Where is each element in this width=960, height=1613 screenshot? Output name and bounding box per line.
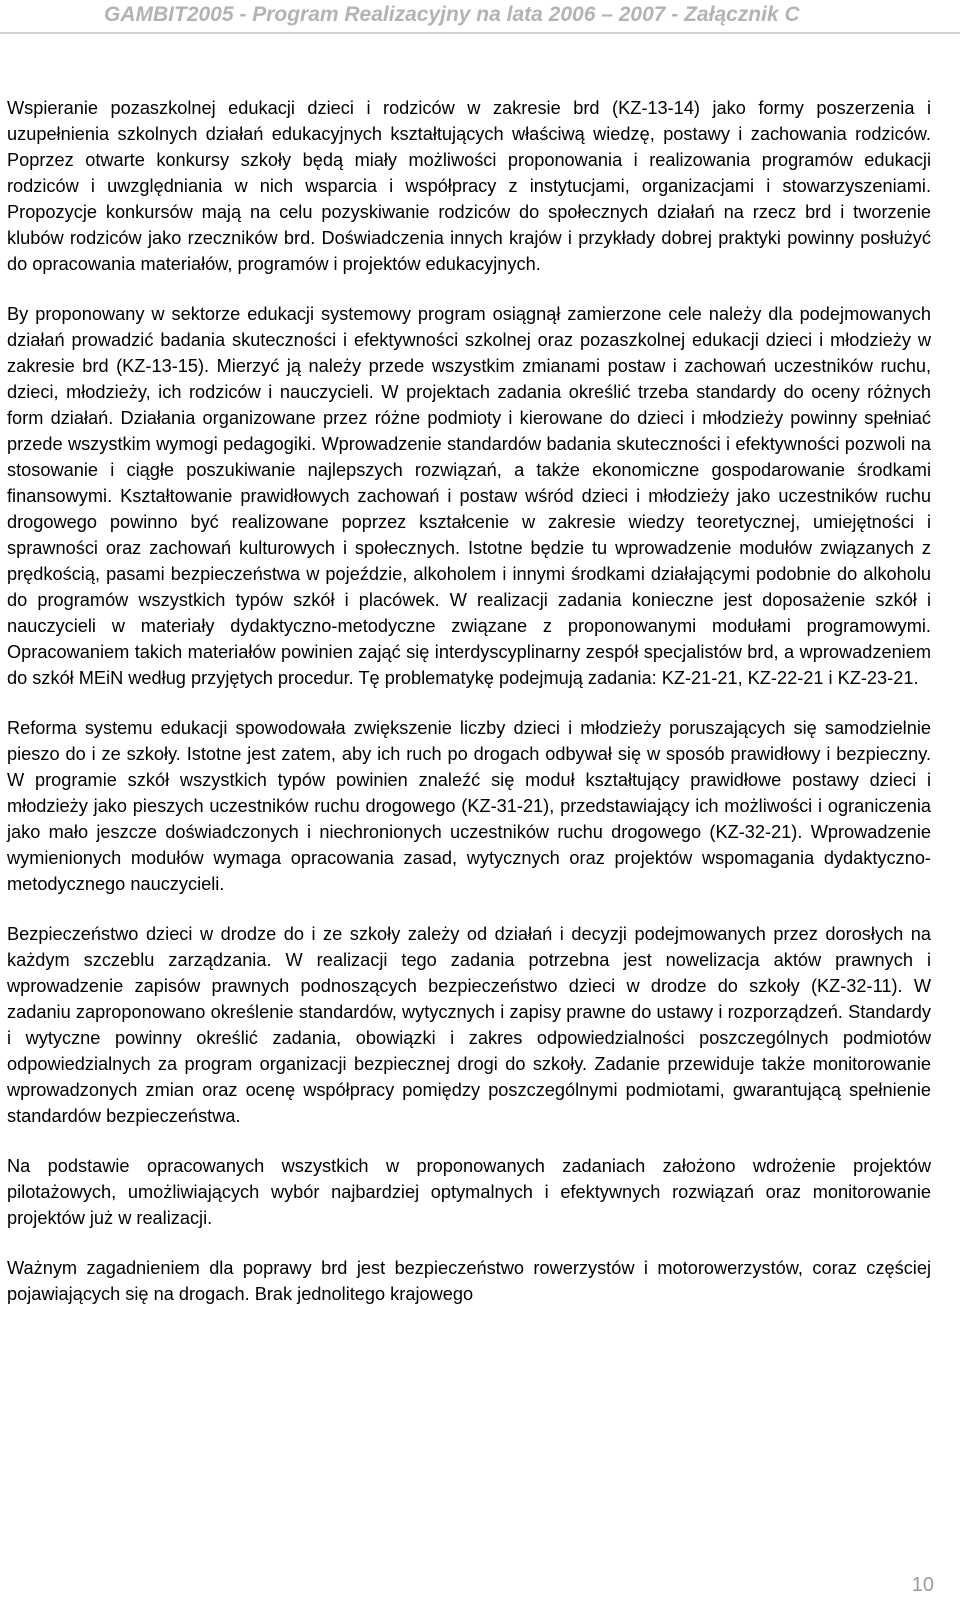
paragraph-rowerzysci: Ważnym zagadnieniem dla poprawy brd jest bezpieczeństwo rowerzystów i motorowerzystów, coraz częściej pojawiających się na drogach. Brak jednolitego krajowego bbox=[7, 1258, 931, 1304]
paragraph-bezpieczenstwo-dzieci: Bezpieczeństwo dzieci w drodze do i ze szkoły zależy od działań i decyzji podejmowanych przez dorosłych na każdym szczeblu zarządzania. W realizacji tego zadania potrzebna jest nowelizacja aktów prawnych i wprowadzenie zapisów prawnych podnoszących bezpieczeństwo dzieci w drodze do szkoły (KZ-32-11). W zadaniu zaproponowano określenie standardów, wytycznych i zapisy prawne do ustawy i rozporządzeń. Standardy i wytyczne powinny określić zadania, obowiązki i zakres odpowiedzialności poszczególnych podmiotów odpowiedzialnych za program organizacji bezpiecznej drogi do szkoły. Zadanie przewiduje także monitorowanie wprowadzonych zmian oraz ocenę współpracy pomiędzy poszczególnymi podmiotami, gwarantującą spełnienie standardów bezpieczeństwa. bbox=[7, 924, 931, 1126]
paragraph-badania-skutecznosci: By proponowany w sektorze edukacji systemowy program osiągnął zamierzone cele należy dla podejmowanych działań prowadzić badania skuteczności i efektywności szkolnej oraz pozaszkolnej edukacji dzieci i młodzieży w zakresie brd (KZ-13-15). Mierzyć ją należy przede wszystkim zmianami postaw i zachowań uczestników ruchu, dzieci, młodzieży, ich rodziców i nauczycieli. W projektach zadania określić trzeba standardy do oceny różnych form działań. Działania organizowane przez różne podmioty i kierowane do dzieci i młodzieży powinny spełniać przede wszystkim wymogi pedagogiki. Wprowadzenie standardów badania skuteczności i efektywności pozwoli na stosowanie i ciągłe poszukiwanie najlepszych rozwiązań, a także ekonomiczne gospodarowanie środkami finansowymi. Kształtowanie prawidłowych zachowań i postaw wśród dzieci i młodzieży jako uczestników ruchu drogowego powinno być realizowane poprzez kształcenie w zakresie wiedzy teoretycznej, umiejętności i sprawności oraz zachowań kulturowych i społecznych. Istotne będzie tu wprowadzenie modułów związanych z prędkością, pasami bezpieczeństwa w pojeździe, alkoholem i innymi środkami działającymi podobnie do alkoholu do programów wszystkich typów szkół i placówek. W realizacji zadania konieczne jest doposażenie szkół i nauczycieli w materiały dydaktyczno-metodyczne związane z proponowanymi modułami programowymi. Opracowaniem takich materiałów powinien zająć się interdyscyplinarny zespół specjalistów brd, a wprowadzeniem do szkół MEiN według przyjętych procedur. Tę problematykę podejmują zadania: KZ-21-21, KZ-22-21 i KZ-23-21. bbox=[7, 304, 931, 688]
running-header: GAMBIT2005 - Program Realizacyjny na lata 2006 – 2007 - Załącznik C bbox=[104, 3, 800, 26]
paragraph-pozaszkolna-edukacja: Wspieranie pozaszkolnej edukacji dzieci i rodziców w zakresie brd (KZ-13-14) jako formy poszerzenia i uzupełnienia szkolnych działań edukacyjnych kształtujących właściwą wiedzę, postawy i zachowania rodziców. Poprzez otwarte konkursy szkoły będą miały możliwości proponowania i realizowania programów edukacji rodziców i uwzględniania w nich wsparcia i współpracy z instytucjami, organizacjami i stowarzyszeniami. Propozycje konkursów mają na celu pozyskiwanie rodziców do społecznych działań na rzecz brd i tworzenie klubów rodziców jako rzeczników brd. Doświadczenia innych krajów i przykłady dobrej praktyki powinny posłużyć do opracowania materiałów, programów i projektów edukacyjnych. bbox=[7, 98, 931, 274]
paragraph-projekty-pilotazowe: Na podstawie opracowanych wszystkich w proponowanych zadaniach założono wdrożenie projektów pilotażowych, umożliwiających wybór najbardziej optymalnych i efektywnych rozwiązań oraz monitorowanie projektów już w realizacji. bbox=[7, 1156, 931, 1228]
document-body bbox=[7, 95, 931, 1331]
page-number: 10 bbox=[911, 1574, 934, 1596]
paragraph-reforma-edukacji: Reforma systemu edukacji spowodowała zwiększenie liczby dzieci i młodzieży poruszających się samodzielnie pieszo do i ze szkoły. Istotne jest zatem, aby ich ruch po drogach odbywał się w sposób prawidłowy i bezpieczny. W programie szkół wszystkich typów powinien znaleźć się moduł kształtujący prawidłowe postawy dzieci i młodzieży jako pieszych uczestników ruchu drogowego (KZ-31-21), przedstawiający ich możliwości i ograniczenia jako mało jeszcze doświadczonych i niechronionych uczestników ruchu drogowego (KZ-32-21). Wprowadzenie wymienionych modułów wymaga opracowania zasad, wytycznych oraz projektów wspomagania dydaktyczno-metodycznego nauczycieli. bbox=[7, 718, 931, 894]
header-divider bbox=[0, 32, 960, 34]
